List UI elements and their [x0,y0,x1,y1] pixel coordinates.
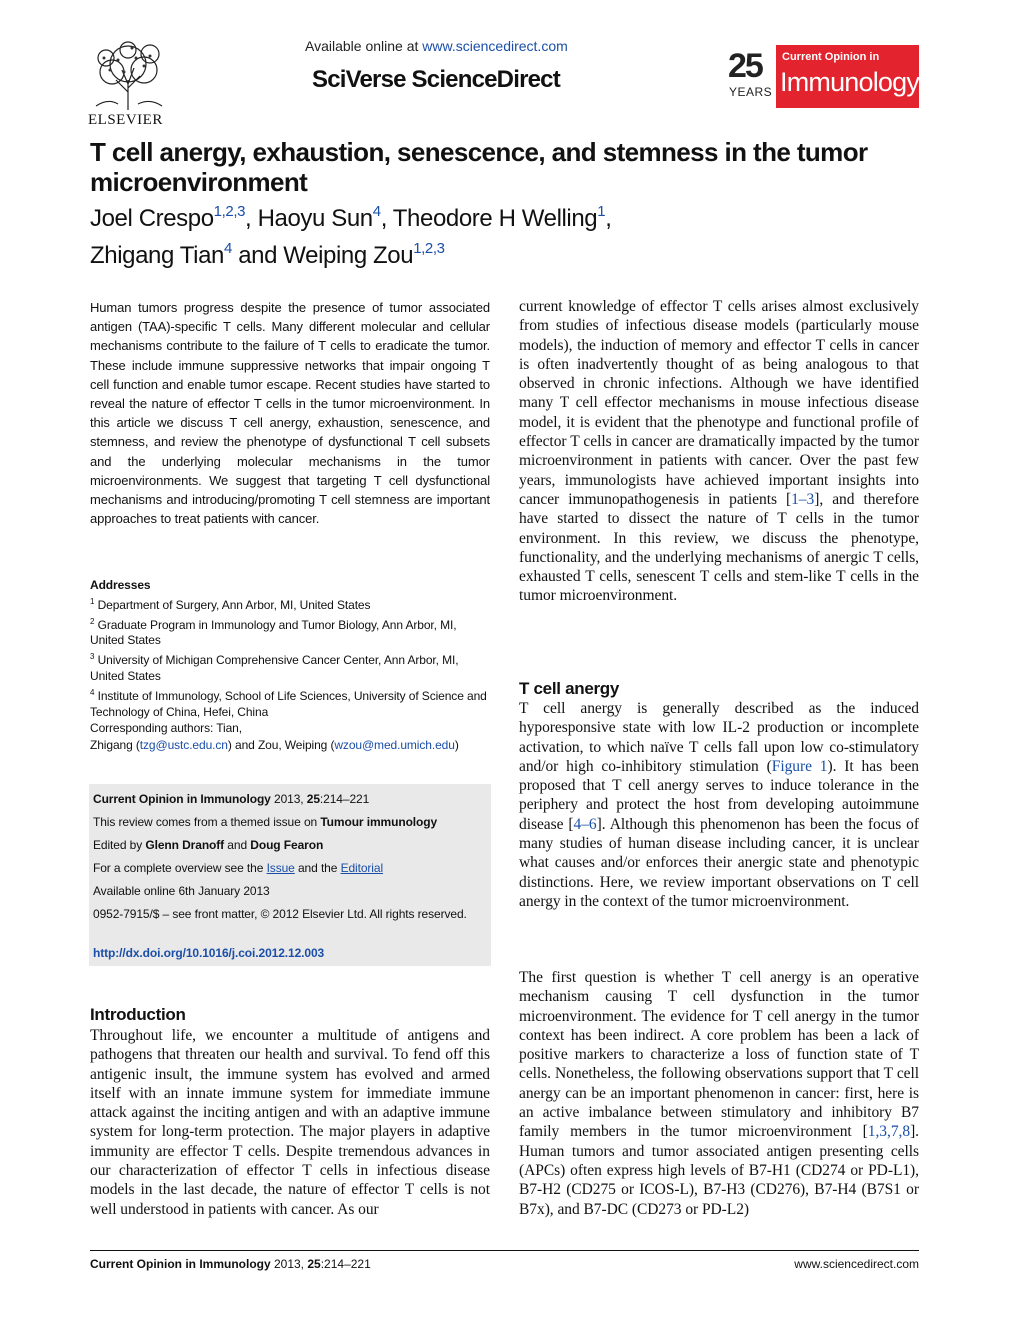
author-affiliation[interactable]: 4 [223,240,232,257]
author-affiliation[interactable]: 1,2,3 [213,203,246,220]
author-affiliation[interactable]: 4 [372,203,381,220]
paragraph-text: The first question is whether T cell anergy is an operative mechanism causing T cell dysfunction in the tumor microenvironment. The evidence for T cell anergy in the tumor context has been indirect. A core problem has been a lack of positive markers to characterize a loss of function state of T cells. Nonetheless, the following observations support that T cell anergy can be an important phenomenon in cancer: first, here is an active imbalance between stimulatory and inhibitory B7 family members in the tumor microenvironment [ [519,969,919,1141]
journal-name: Current Opinion in Immunology [93,792,271,806]
journal-name-box [776,45,919,108]
paragraph-text: ). It has been proposed that T cell anergy serves to induce tolerance in the periphery and protect the host from developing autoimmune disease [ [519,757,919,833]
footer-url[interactable]: www.sciencedirect.com [794,1257,919,1271]
address-item [90,685,492,721]
paragraph-text: ], and therefore have started to dissect the nature of T cells in the tumor environment. In this review, we discuss the phenotype, functionality, and the underlying mechanisms of anergic T cells, exhausted T cells, senescent T cells and stem-like T cells in the tumor microenvironment. [519,490,919,605]
abstract: Human tumors progress despite the presence of tumor associated antigen (TAA)-specific T cells. Many different molecular and cellular mechanisms contribute to the failure of T cells to eradicate the tumor. These include immune suppressive networks that impair ongoing T cell function and enable tumor escape. Recent studies have started to reveal the nature of effector T cells in the tumor microenvironment. In this article we discuss T cell anergy, exhaustion, senescence, and stemness, and review the phenotype of dysfunctional T cell subsets and the underlying molecular mechanisms in the tumor microenvironments. We suggest that targeting T cell dysfunctional mechanisms and introducing/promoting T cell stemness are important approaches to treat patients with cancer. [90,300,490,527]
themed-issue-line [93,814,483,830]
email-link-zou[interactable]: wzou@med.umich.edu [334,737,455,752]
available-online-line [305,38,568,54]
sciencedirect-link[interactable]: www.sciencedirect.com [422,38,568,54]
paragraph-text: current knowledge of effector T cells arises almost exclusively from studies of infectious disease models (particularly mouse models), the induction of memory and effector T cells in cancer is often inadvertently thought of as being analogous to that observed in chronic infections. Although we have identified many T cell effector mechanisms in mouse infectious disease model, it is evident that the phenotype and functional profile of effector T cells in cancer are dramatically impacted by the tumor microenvironment in patients with cancer. Over the past few years, immunologists have achieved important insights into cancer immunopathogenesis in patients [ [519,298,919,508]
figure-link[interactable]: Figure 1 [771,757,828,775]
introduction-heading: Introduction [90,1005,186,1024]
footer-year: 2013, [270,1257,308,1271]
anergy-heading: T cell anergy [519,679,620,698]
author-name: , Haoyu Sun [245,205,373,232]
corresponding-text: ) and Zou, Weiping ( [227,737,335,752]
footer-pages: :214–221 [320,1257,371,1271]
footer-citation [90,1257,371,1271]
reference-link[interactable]: 4–6 [573,815,597,833]
introduction-paragraph: Throughout life, we encounter a multitude of antigens and pathogens that threaten our health and survival. To fend off this antigenic insult, the immune system has evolved and armed itself with an innate immune system for immediate immune attack against the inciting antigen and with an adaptive immune system for long-term protection. The major players in adaptive immunity are effector T cells. Despite tremendous advances in our characterization of effector T cells in infectious disease models in the last decade, the nature of effector T cells is not well understood in patients with cancer. As our [90,1027,490,1218]
badge-big-text: Immunology [780,67,920,97]
address-item [90,594,492,614]
publisher-name: ELSEVIER [88,112,163,128]
anergy-paragraph-2 [519,968,919,1219]
doi-link[interactable]: http://dx.doi.org/10.1016/j.coi.2012.12.003 [93,946,325,960]
elsevier-tree-icon [88,40,168,112]
addresses [90,578,492,720]
reference-link[interactable]: 1,3,7,8 [867,1123,911,1141]
address-text: University of Michigan Comprehensive Cancer Center, Ann Arbor, MI, United States [90,653,459,683]
address-text: Institute of Immunology, School of Life Sciences, University of Science and Technology of China, Hefei, China [90,688,487,719]
anniversary-mark [726,45,776,108]
corresponding-text: ) [454,737,459,752]
author-separator: , [605,205,612,232]
available-date: Available online 6th January 2013 [93,884,270,898]
citation-pages: :214–221 [319,792,370,806]
address-text: Graduate Program in Immunology and Tumor Biology, Ann Arbor, MI, United States [90,617,457,648]
paragraph-text: T cell anergy is generally described as the induced hyporesponsive state with low IL-2 production or incomplete activation, to which naïve T cells fall upon low co-stimulatory and/or high co-inhibitory stimulation ( [519,700,919,775]
badge-number: 25 [728,47,762,85]
citation-line [93,791,483,807]
overview-line [93,860,483,876]
article-info-box [89,784,491,966]
author-name: Zhigang Tian [90,242,224,269]
issue-link[interactable]: Issue [266,861,295,875]
author-affiliation[interactable]: 1 [597,203,606,220]
overview-and: and the [294,861,341,875]
corresponding-line-2 [90,737,492,754]
article-title: T cell anergy, exhaustion, senescence, and stemness in the tumor microenvironment [90,137,868,197]
journal-badge [726,45,919,108]
editor-name: Doug Fearon [250,838,324,852]
author-list [90,197,930,271]
corresponding-line-1: Corresponding authors: Tian, [90,721,242,735]
copyright: 0952-7915/$ – see front matter, © 2012 Elsevier Ltd. All rights reserved. [93,907,467,921]
corresponding-authors [90,720,492,753]
address-number: 2 [90,616,95,626]
intro-continued-paragraph [519,297,919,606]
elsevier-logo [88,40,170,132]
reference-link[interactable]: 1–3 [791,490,815,508]
footer-divider [90,1250,919,1251]
badge-years: YEARS [729,85,773,99]
footer-journal: Current Opinion in Immunology [90,1257,271,1271]
footer-volume: 25 [307,1257,321,1271]
corresponding-text: Zhigang ( [90,737,140,752]
author-name: , Theodore H Welling [380,205,598,232]
badge-small-text: Current Opinion in [782,51,880,63]
citation-volume: 25 [306,792,320,806]
address-text: Department of Surgery, Ann Arbor, MI, United States [97,597,371,612]
paragraph-text: ]. Human tumors and tumor associated antigen presenting cells (APCs) often express high levels of B7-H1 (CD274 or PD-L1), B7-H2 (CD275 or ICOS-L), B7-H3 (CD276), B7-H4 (B7S1 or B7x), and B7-DC (CD273 or PD-L2) [519,1123,919,1218]
available-prefix: Available online at [305,38,423,54]
citation-year: 2013, [270,792,307,806]
editor-name: Glenn Dranoff [145,838,225,852]
email-link-tian[interactable]: tzg@ustc.edu.cn [139,737,228,752]
address-number: 4 [90,687,95,697]
edited-by-line [93,837,483,853]
paragraph-text: ]. Although this phenomenon has been the focus of many studies of human disease including cancer, it is unclear what causes and/or enforces their anergic state and phenotypic distinctions. Here, we review important observations on T cell anergy in the context of the tumor microenvironment. [519,815,919,910]
author-name: Joel Crespo [90,205,214,232]
author-affiliation[interactable]: 1,2,3 [413,240,445,257]
address-item [90,649,492,685]
themed-prefix: This review comes from a themed issue on [93,815,321,829]
editorial-link[interactable]: Editorial [340,861,384,875]
overview-prefix: For a complete overview see the [93,861,267,875]
address-number: 1 [90,596,95,606]
themed-issue: Tumour immunology [320,815,438,829]
author-name: and Weiping Zou [231,242,414,269]
addresses-heading: Addresses [90,578,151,592]
edited-and: and [224,838,251,852]
anergy-paragraph-1 [519,699,919,911]
address-number: 3 [90,652,95,662]
address-item [90,614,492,650]
platform-name: SciVerse ScienceDirect [312,66,560,93]
edited-prefix: Edited by [93,838,146,852]
